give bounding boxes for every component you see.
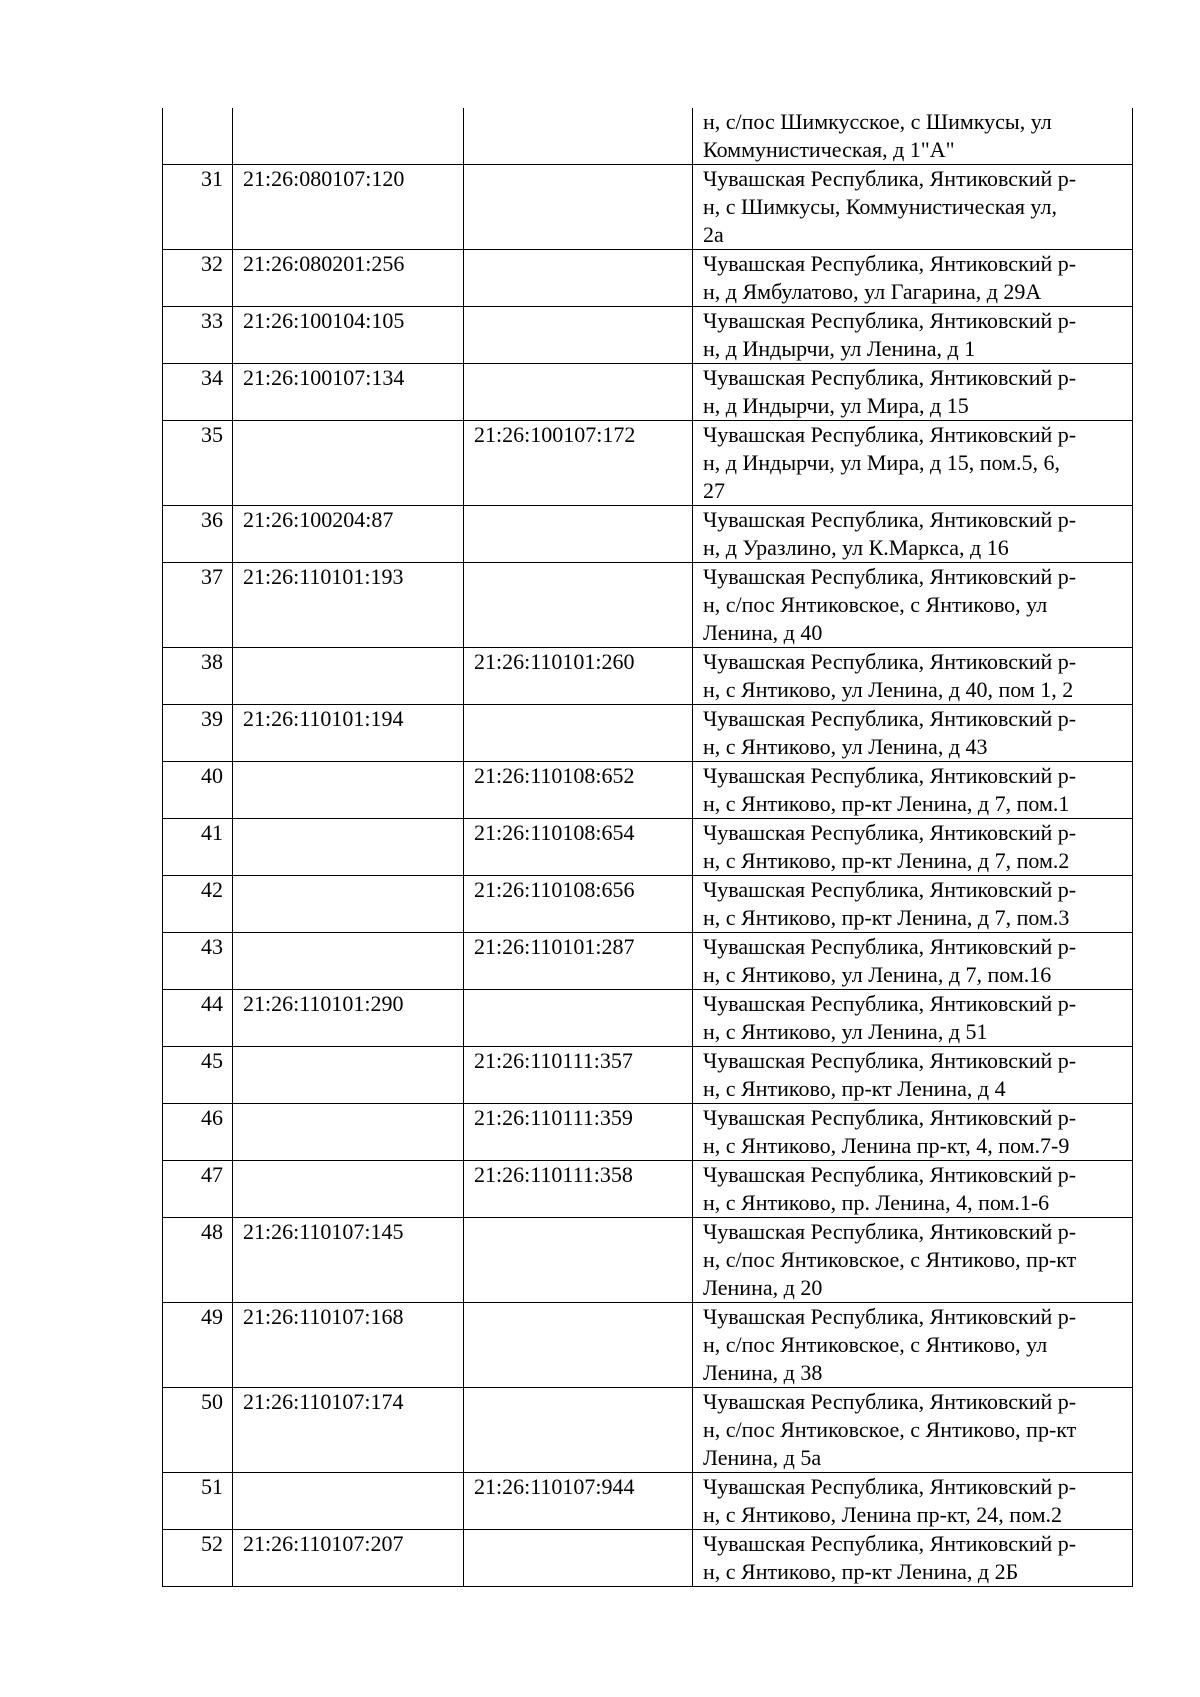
table-row [163, 364, 1133, 421]
object-cadastral-number-cell [464, 1218, 693, 1303]
address-line: н, с Шимкусы, Коммунистическая ул, [703, 194, 1057, 219]
land-cadastral-number-cell [233, 648, 464, 705]
address-line: н, с Янтиково, пр-кт Ленина, д 2Б [703, 1559, 1019, 1584]
address-line: н, с Янтиково, пр-кт Ленина, д 7, пом.2 [703, 848, 1070, 873]
table-row [163, 506, 1133, 563]
address-cell [693, 990, 1133, 1047]
address-cell [693, 108, 1133, 165]
table-row [163, 421, 1133, 506]
land-cadastral-number-cell [233, 1473, 464, 1530]
object-cadastral-number-cell: 21:26:110101:287 [464, 933, 693, 990]
object-cadastral-number-cell: 21:26:100107:172 [464, 421, 693, 506]
object-cadastral-number-cell: 21:26:110108:656 [464, 876, 693, 933]
row-number-cell: 32 [163, 250, 233, 307]
land-cadastral-number-cell [233, 876, 464, 933]
object-cadastral-number-cell [464, 1530, 693, 1587]
row-number-cell: 40 [163, 762, 233, 819]
object-cadastral-number-cell: 21:26:110108:654 [464, 819, 693, 876]
table-row [163, 1047, 1133, 1104]
address-line: н, с Янтиково, Ленина пр-кт, 24, пом.2 [703, 1502, 1063, 1527]
table-row [163, 165, 1133, 250]
address-line: Ленина, д 40 [703, 620, 823, 645]
object-cadastral-number-cell [464, 990, 693, 1047]
address-line: Чувашская Республика, Янтиковский р- [703, 763, 1077, 788]
table-row [163, 990, 1133, 1047]
object-cadastral-number-cell: 21:26:110111:357 [464, 1047, 693, 1104]
address-cell [693, 762, 1133, 819]
address-line: Чувашская Республика, Янтиковский р- [703, 649, 1077, 674]
object-cadastral-number-cell [464, 165, 693, 250]
row-number-cell: 51 [163, 1473, 233, 1530]
address-line: Чувашская Республика, Янтиковский р- [703, 1219, 1077, 1244]
land-cadastral-number-cell [233, 1104, 464, 1161]
address-line: Чувашская Республика, Янтиковский р- [703, 1105, 1077, 1130]
row-number-cell [163, 108, 233, 165]
object-cadastral-number-cell [464, 705, 693, 762]
object-cadastral-number-cell [464, 364, 693, 421]
address-line: Чувашская Республика, Янтиковский р- [703, 934, 1077, 959]
address-cell [693, 705, 1133, 762]
land-cadastral-number-cell [233, 762, 464, 819]
row-number-cell: 38 [163, 648, 233, 705]
land-cadastral-number-cell [233, 421, 464, 506]
table-row [163, 307, 1133, 364]
row-number-cell: 35 [163, 421, 233, 506]
table-row [163, 876, 1133, 933]
row-number-cell: 52 [163, 1530, 233, 1587]
table-row [163, 1473, 1133, 1530]
row-number-cell: 48 [163, 1218, 233, 1303]
object-cadastral-number-cell: 21:26:110111:358 [464, 1161, 693, 1218]
address-line: н, с Янтиково, ул Ленина, д 51 [703, 1019, 988, 1044]
land-cadastral-number-cell [233, 933, 464, 990]
object-cadastral-number-cell: 21:26:110111:359 [464, 1104, 693, 1161]
object-cadastral-number-cell: 21:26:110101:260 [464, 648, 693, 705]
address-line: Чувашская Республика, Янтиковский р- [703, 308, 1077, 333]
address-cell [693, 250, 1133, 307]
address-cell [693, 165, 1133, 250]
object-cadastral-number-cell: 21:26:110107:944 [464, 1473, 693, 1530]
object-cadastral-number-cell [464, 1388, 693, 1473]
table-row [163, 108, 1133, 165]
row-number-cell: 45 [163, 1047, 233, 1104]
land-cadastral-number-cell: 21:26:100204:87 [233, 506, 464, 563]
table-row [163, 762, 1133, 819]
address-cell [693, 364, 1133, 421]
row-number-cell: 46 [163, 1104, 233, 1161]
address-line: н, с Янтиково, пр-кт Ленина, д 7, пом.1 [703, 791, 1070, 816]
land-cadastral-number-cell: 21:26:080201:256 [233, 250, 464, 307]
address-line: н, с Янтиково, пр-кт Ленина, д 4 [703, 1076, 1006, 1101]
address-line: Чувашская Республика, Янтиковский р- [703, 564, 1077, 589]
address-line: н, с/пос Янтиковское, с Янтиково, пр-кт [703, 1417, 1077, 1442]
address-line: н, с/пос Шимкусское, с Шимкусы, ул [703, 109, 1052, 134]
table-row [163, 1104, 1133, 1161]
address-line: н, д Индырчи, ул Мира, д 15, пом.5, 6, [703, 450, 1060, 475]
address-cell [693, 307, 1133, 364]
address-line: Чувашская Республика, Янтиковский р- [703, 877, 1077, 902]
object-cadastral-number-cell [464, 563, 693, 648]
address-cell [693, 421, 1133, 506]
address-cell [693, 1161, 1133, 1218]
table-row [163, 250, 1133, 307]
row-number-cell: 33 [163, 307, 233, 364]
row-number-cell: 47 [163, 1161, 233, 1218]
address-cell [693, 563, 1133, 648]
object-cadastral-number-cell [464, 1303, 693, 1388]
land-cadastral-number-cell: 21:26:100107:134 [233, 364, 464, 421]
address-cell [693, 1303, 1133, 1388]
row-number-cell: 50 [163, 1388, 233, 1473]
address-line: Чувашская Республика, Янтиковский р- [703, 1304, 1077, 1329]
object-cadastral-number-cell [464, 250, 693, 307]
address-line: Чувашская Республика, Янтиковский р- [703, 1474, 1077, 1499]
address-line: н, с Янтиково, Ленина пр-кт, 4, пом.7-9 [703, 1133, 1070, 1158]
land-cadastral-number-cell [233, 819, 464, 876]
address-cell [693, 1218, 1133, 1303]
row-number-cell: 49 [163, 1303, 233, 1388]
address-line: Ленина, д 5а [703, 1445, 822, 1470]
object-cadastral-number-cell [464, 307, 693, 364]
address-line: Чувашская Республика, Янтиковский р- [703, 820, 1077, 845]
address-line: н, с Янтиково, ул Ленина, д 7, пом.16 [703, 962, 1052, 987]
table-row [163, 563, 1133, 648]
address-cell [693, 933, 1133, 990]
address-line: 27 [703, 478, 725, 503]
address-line: н, с Янтиково, ул Ленина, д 40, пом 1, 2 [703, 677, 1074, 702]
address-cell [693, 819, 1133, 876]
land-cadastral-number-cell: 21:26:110107:168 [233, 1303, 464, 1388]
table-row [163, 1303, 1133, 1388]
address-cell [693, 876, 1133, 933]
land-cadastral-number-cell: 21:26:110101:290 [233, 990, 464, 1047]
address-line: 2а [703, 222, 724, 247]
row-number-cell: 41 [163, 819, 233, 876]
table-row [163, 933, 1133, 990]
address-line: н, с Янтиково, пр-кт Ленина, д 7, пом.3 [703, 905, 1070, 930]
table-row [163, 819, 1133, 876]
address-line: Чувашская Республика, Янтиковский р- [703, 1048, 1077, 1073]
land-cadastral-number-cell: 21:26:110107:207 [233, 1530, 464, 1587]
address-cell [693, 1388, 1133, 1473]
address-line: н, с/пос Янтиковское, с Янтиково, ул [703, 592, 1048, 617]
row-number-cell: 34 [163, 364, 233, 421]
land-cadastral-number-cell [233, 108, 464, 165]
address-line: Чувашская Республика, Янтиковский р- [703, 1389, 1077, 1414]
land-cadastral-number-cell: 21:26:100104:105 [233, 307, 464, 364]
address-line: Ленина, д 38 [703, 1360, 823, 1385]
address-cell [693, 1473, 1133, 1530]
address-line: н, д Ямбулатово, ул Гагарина, д 29А [703, 279, 1042, 304]
address-line: Чувашская Республика, Янтиковский р- [703, 422, 1077, 447]
address-line: Чувашская Республика, Янтиковский р- [703, 365, 1077, 390]
object-cadastral-number-cell: 21:26:110108:652 [464, 762, 693, 819]
land-cadastral-number-cell: 21:26:110107:145 [233, 1218, 464, 1303]
row-number-cell: 31 [163, 165, 233, 250]
table-body [163, 108, 1133, 1587]
table-row [163, 648, 1133, 705]
row-number-cell: 39 [163, 705, 233, 762]
address-line: н, с Янтиково, ул Ленина, д 43 [703, 734, 988, 759]
address-line: н, д Индырчи, ул Мира, д 15 [703, 393, 969, 418]
address-line: н, с Янтиково, пр. Ленина, 4, пом.1-6 [703, 1190, 1050, 1215]
table-row [163, 1388, 1133, 1473]
address-line: Чувашская Республика, Янтиковский р- [703, 706, 1077, 731]
land-cadastral-number-cell: 21:26:110101:193 [233, 563, 464, 648]
address-line: Чувашская Республика, Янтиковский р- [703, 1162, 1077, 1187]
address-cell [693, 506, 1133, 563]
table-row [163, 1161, 1133, 1218]
address-line: н, с/пос Янтиковское, с Янтиково, пр-кт [703, 1247, 1077, 1272]
address-line: Чувашская Республика, Янтиковский р- [703, 251, 1077, 276]
land-cadastral-number-cell [233, 1161, 464, 1218]
land-cadastral-number-cell: 21:26:110107:174 [233, 1388, 464, 1473]
row-number-cell: 43 [163, 933, 233, 990]
address-line: Чувашская Республика, Янтиковский р- [703, 507, 1077, 532]
land-cadastral-number-cell [233, 1047, 464, 1104]
object-cadastral-number-cell [464, 108, 693, 165]
address-line: н, д Уразлино, ул К.Маркса, д 16 [703, 535, 1009, 560]
address-line: Коммунистическая, д 1"А" [703, 137, 955, 162]
address-line: Чувашская Республика, Янтиковский р- [703, 991, 1077, 1016]
row-number-cell: 42 [163, 876, 233, 933]
address-line: Чувашская Республика, Янтиковский р- [703, 166, 1077, 191]
address-line: н, с/пос Янтиковское, с Янтиково, ул [703, 1332, 1048, 1357]
address-cell [693, 1104, 1133, 1161]
address-cell [693, 1530, 1133, 1587]
address-cell [693, 1047, 1133, 1104]
land-cadastral-number-cell: 21:26:110101:194 [233, 705, 464, 762]
land-cadastral-number-cell: 21:26:080107:120 [233, 165, 464, 250]
table-row [163, 705, 1133, 762]
table-row [163, 1218, 1133, 1303]
table-row [163, 1530, 1133, 1587]
address-line: Чувашская Республика, Янтиковский р- [703, 1531, 1077, 1556]
row-number-cell: 37 [163, 563, 233, 648]
address-line: Ленина, д 20 [703, 1275, 823, 1300]
address-cell [693, 648, 1133, 705]
object-cadastral-number-cell [464, 506, 693, 563]
property-table [162, 108, 1133, 1587]
row-number-cell: 36 [163, 506, 233, 563]
row-number-cell: 44 [163, 990, 233, 1047]
address-line: н, д Индырчи, ул Ленина, д 1 [703, 336, 976, 361]
